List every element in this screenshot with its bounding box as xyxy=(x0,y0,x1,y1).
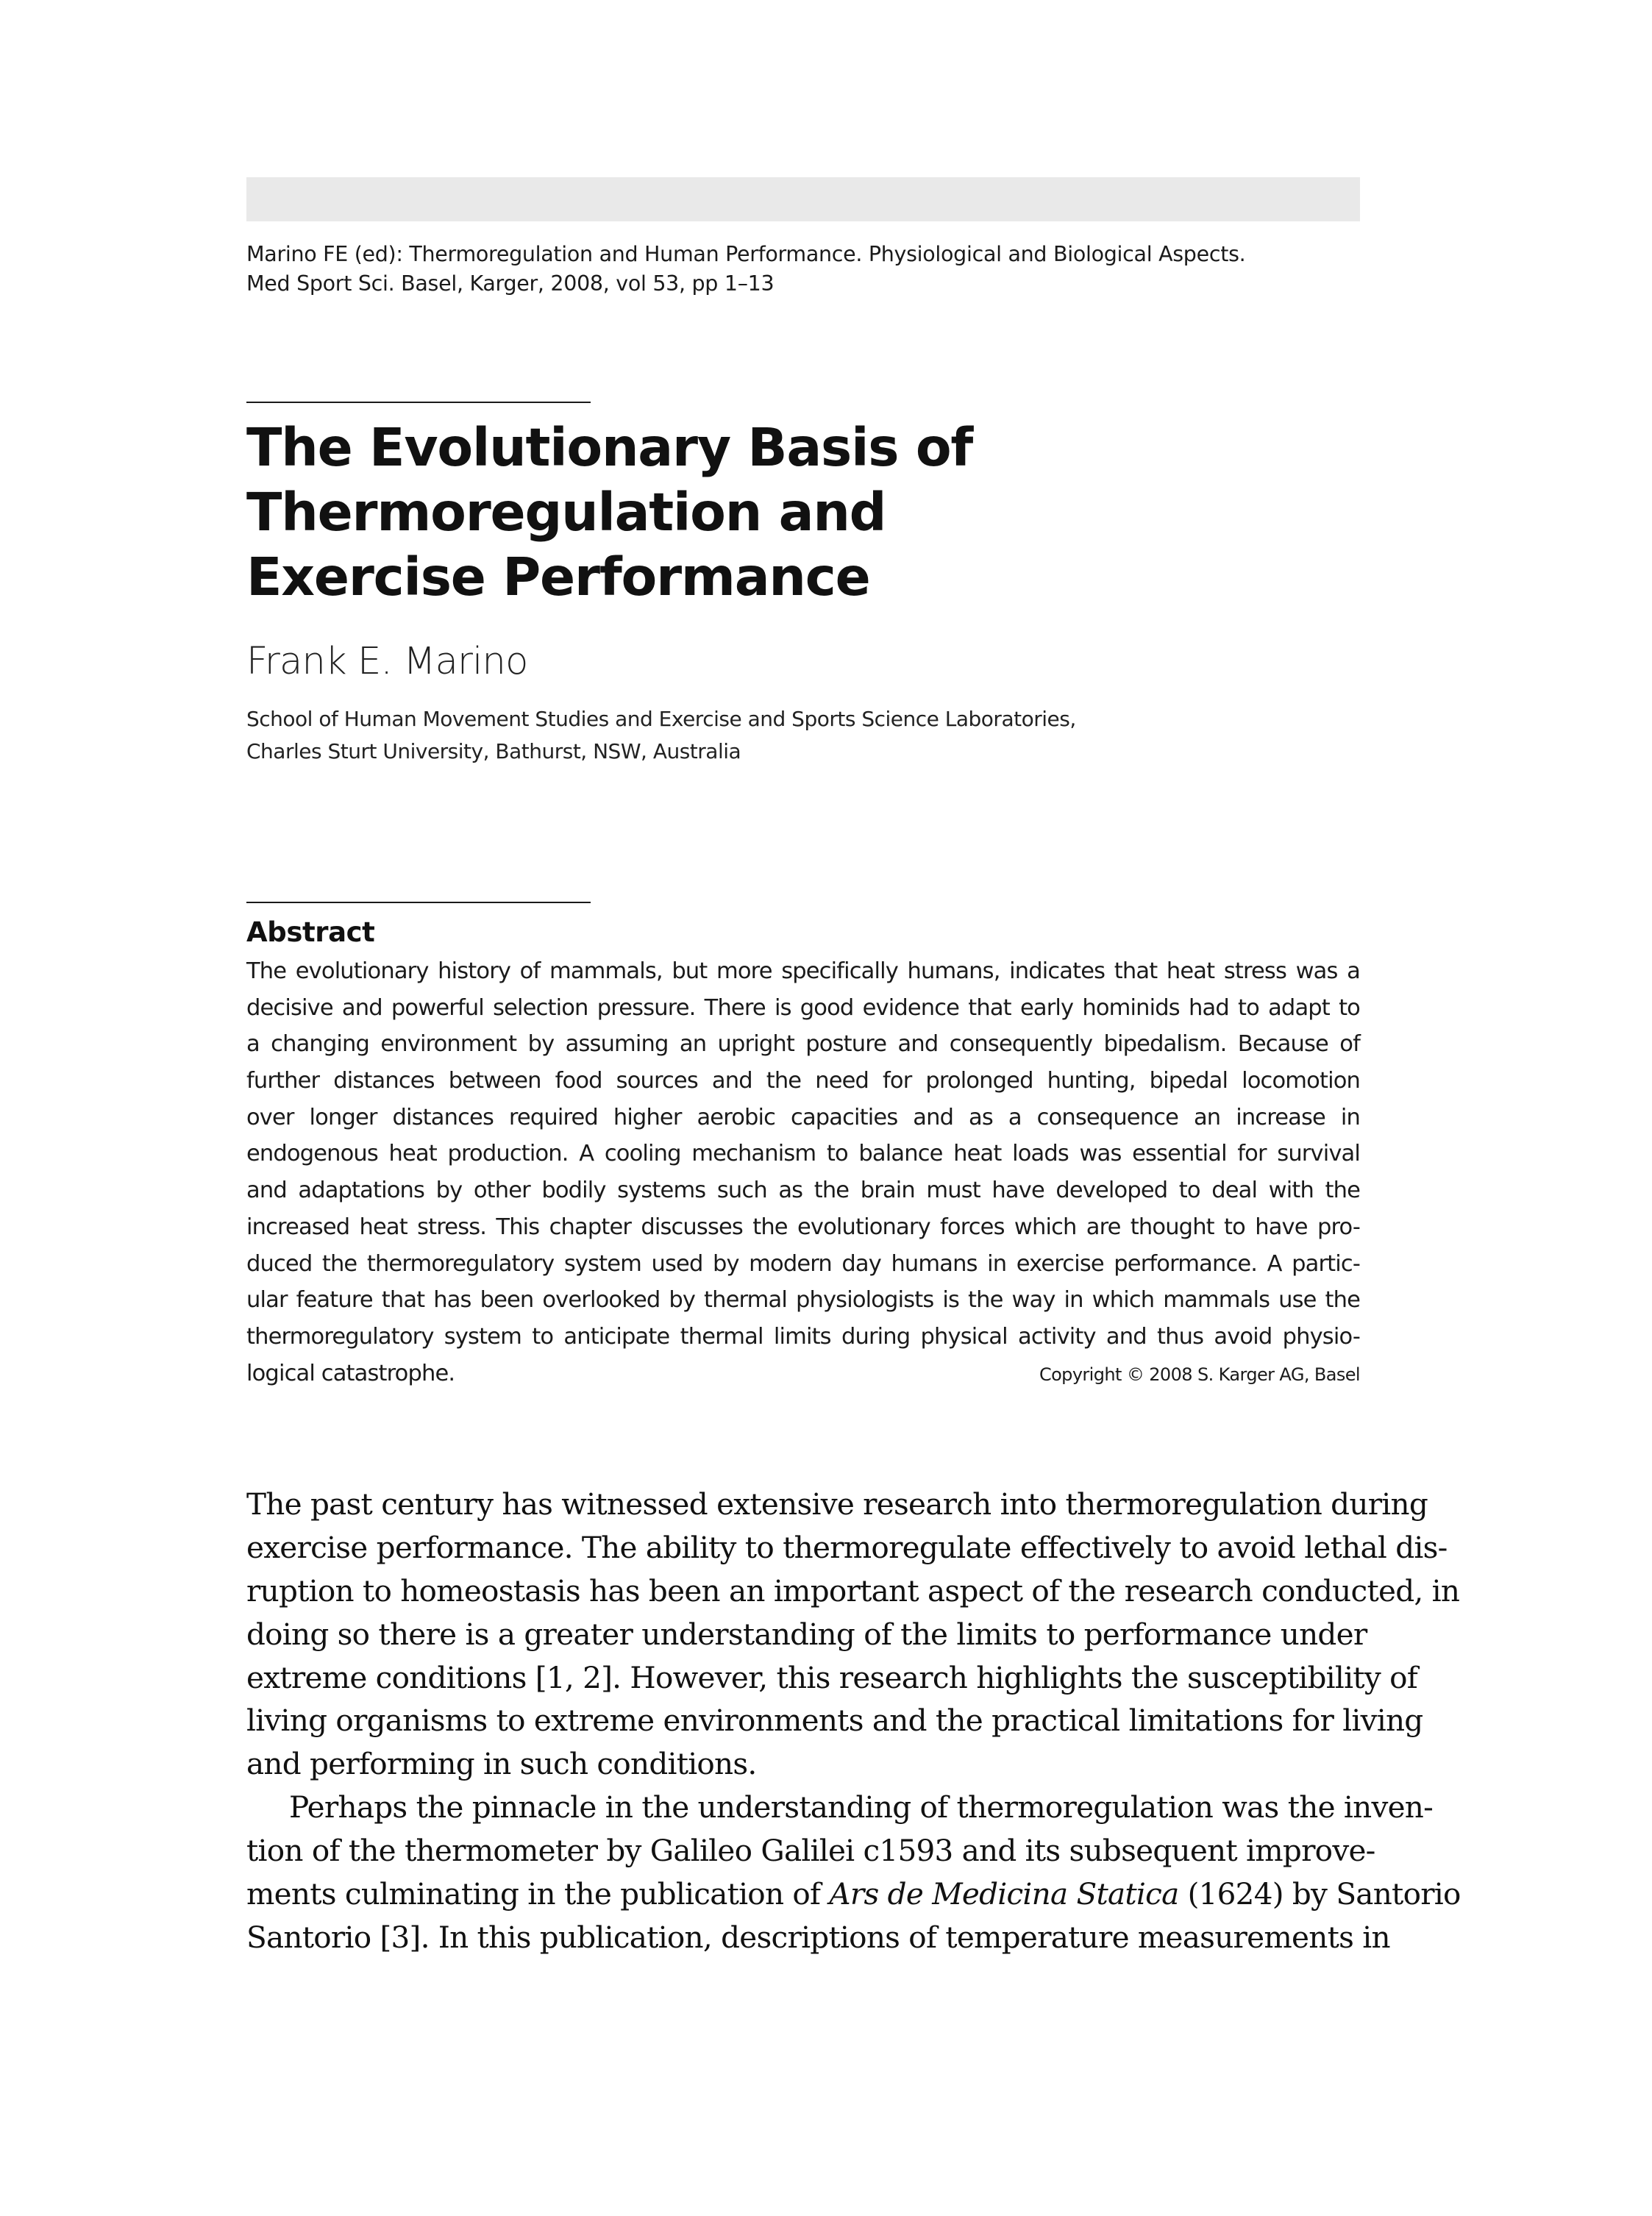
abstract-last-line xyxy=(246,1355,1360,1392)
abstract-line: logical catastrophe. xyxy=(246,1360,455,1386)
abstract-line: a changing environment by assuming an upright posture and consequently bipedalism. Because of xyxy=(246,1031,1360,1058)
body-line: The past century has witnessed extensive research into thermoregulation during xyxy=(246,1486,1428,1522)
header-bar xyxy=(246,177,1360,221)
abstract-line: decisive and powerful selection pressure. There is good evidence that early hominids had to adapt to xyxy=(246,994,1360,1021)
citation-line: Marino FE (ed): Thermoregulation and Human Performance. Physiological and Biological Aspects. xyxy=(246,242,1246,266)
abstract-line: endogenous heat production. A cooling mechanism to balance heat loads was essential for survival xyxy=(246,1141,1360,1167)
abstract-line: and adaptations by other bodily systems such as the brain must have developed to deal with the xyxy=(246,1178,1360,1204)
title-line: Thermoregulation and xyxy=(246,482,886,543)
body-line-with-italic xyxy=(246,1873,1461,1916)
book-title-italic: Ars de Medicina Statica xyxy=(829,1876,1179,1912)
title-rule xyxy=(246,402,591,403)
body-line: doing so there is a greater understanding of the limits to performance under xyxy=(246,1616,1367,1652)
abstract-line: over longer distances required higher aerobic capacities and as a consequence an increase in xyxy=(246,1104,1360,1130)
body-line: Perhaps the pinnacle in the understanding of thermoregulation was the inven- xyxy=(289,1789,1434,1825)
author-name: Frank E. Marino xyxy=(246,640,528,683)
body-line: ruption to homeostasis has been an important aspect of the research conducted, in xyxy=(246,1572,1460,1608)
body-text xyxy=(246,1483,1461,1959)
chapter-title xyxy=(246,416,1360,610)
citation xyxy=(246,240,1360,299)
body-text-run: ments culminating in the publication of xyxy=(246,1876,830,1912)
abstract-rule xyxy=(246,902,591,903)
abstract-heading: Abstract xyxy=(246,916,375,948)
body-line: and performing in such conditions. xyxy=(246,1746,757,1782)
body-line: exercise performance. The ability to thermoregulate effectively to avoid lethal dis- xyxy=(246,1529,1448,1565)
citation-line: Med Sport Sci. Basel, Karger, 2008, vol 53, pp 1–13 xyxy=(246,271,775,296)
copyright-notice: Copyright © 2008 S. Karger AG, Basel xyxy=(1039,1364,1360,1385)
affiliation-line: Charles Sturt University, Bathurst, NSW, Australia xyxy=(246,739,741,763)
abstract-line: increased heat stress. This chapter discusses the evolutionary forces which are thought to have pro- xyxy=(246,1214,1360,1240)
abstract-line: ular feature that has been overlooked by thermal physiologists is the way in which mammals use the xyxy=(246,1287,1360,1314)
abstract-line: The evolutionary history of mammals, but more specifically humans, indicates that heat stress was a xyxy=(246,958,1360,984)
body-text-run: (1624) by Santorio xyxy=(1178,1876,1461,1912)
body-line: extreme conditions [1, 2]. However, this research highlights the susceptibility of xyxy=(246,1659,1417,1695)
body-line: Santorio [3]. In this publication, descriptions of temperature measurements in xyxy=(246,1919,1390,1955)
title-line: The Evolutionary Basis of xyxy=(246,417,973,478)
affiliation xyxy=(246,703,1360,768)
body-line: living organisms to extreme environments and the practical limitations for living xyxy=(246,1703,1423,1739)
abstract-line: further distances between food sources and the need for prolonged hunting, bipedal locomotion xyxy=(246,1068,1360,1094)
abstract-line: thermoregulatory system to anticipate thermal limits during physical activity and thus avoid physio- xyxy=(246,1323,1360,1350)
title-line: Exercise Performance xyxy=(246,546,870,608)
abstract-line: duced the thermoregulatory system used by modern day humans in exercise performance. A partic- xyxy=(246,1250,1360,1277)
body-line: tion of the thermometer by Galileo Galilei c1593 and its subsequent improve- xyxy=(246,1833,1375,1869)
affiliation-line: School of Human Movement Studies and Exercise and Sports Science Laboratories, xyxy=(246,707,1076,731)
abstract-text xyxy=(246,953,1360,1392)
